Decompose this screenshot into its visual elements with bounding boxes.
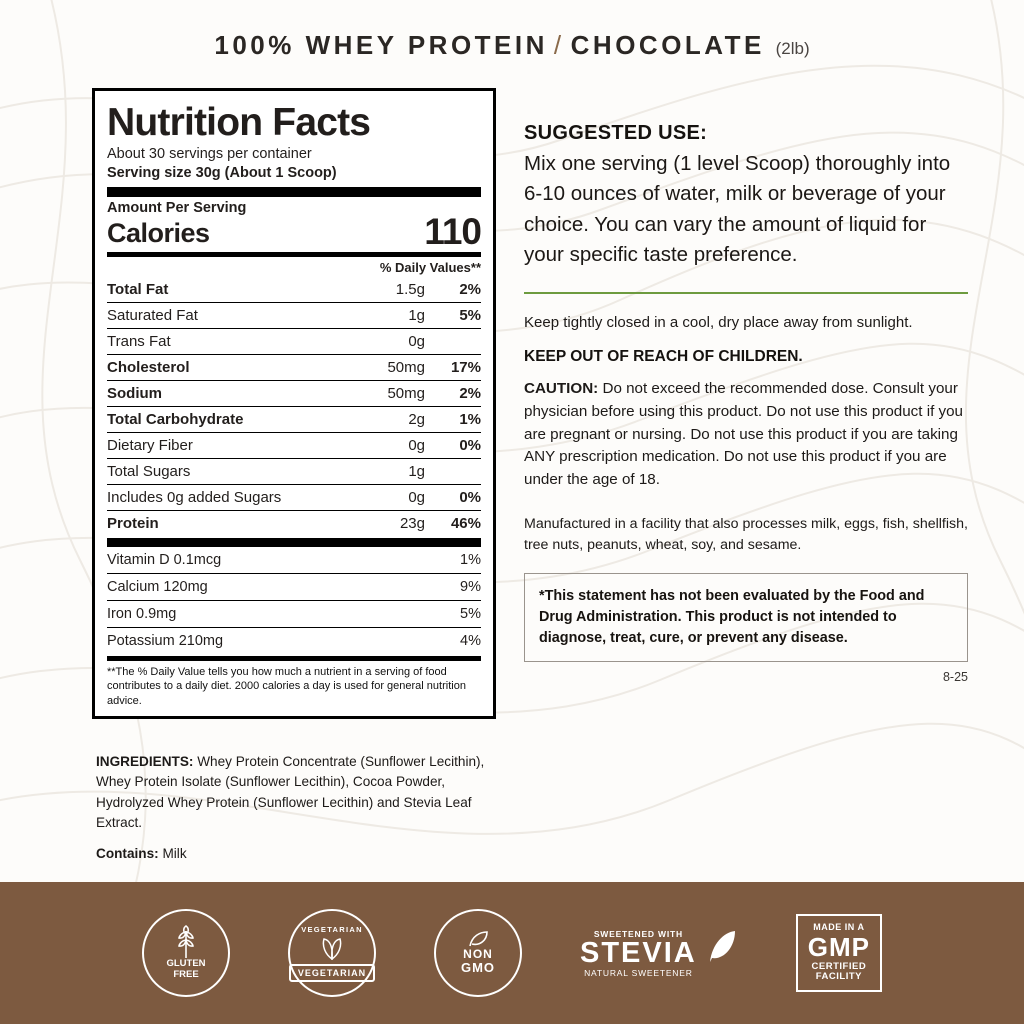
badge-stevia (580, 929, 738, 978)
nutrient-table (107, 277, 481, 536)
nutrient-name: Total Sugars (107, 459, 369, 485)
ingredients-block (96, 752, 496, 864)
non-gmo-line1: NON (463, 946, 493, 961)
nutrient-amount: 23g (369, 511, 425, 537)
product-name: 100% WHEY PROTEIN (214, 30, 548, 60)
nutrient-amount: 0g (369, 433, 425, 459)
nutrient-amount: 2g (369, 407, 425, 433)
nutrition-facts-panel (92, 88, 496, 719)
nutrient-amount: 1g (369, 459, 425, 485)
micronutrient-row (107, 628, 481, 655)
contains-label: Contains: (96, 845, 159, 861)
nutrient-daily-value: 0% (425, 485, 481, 511)
micronutrient-row (107, 547, 481, 574)
nutrient-row (107, 355, 481, 381)
nutrient-amount: 1.5g (395, 281, 425, 299)
gmp-line4: FACILITY (815, 971, 862, 983)
nutrient-daily-value: 0% (425, 433, 481, 459)
ingredients-text (96, 752, 496, 834)
nutrient-row (107, 407, 481, 433)
nutrient-daily-value (425, 329, 481, 355)
micronutrient-name: Vitamin D 0.1mcg (107, 552, 222, 569)
calories-row (107, 211, 481, 253)
nutrient-row (107, 277, 481, 303)
nutrient-name: Total Fat (107, 281, 169, 299)
suggested-use-title: SUGGESTED USE: (524, 122, 708, 144)
stevia-main-label: STEVIA (580, 936, 697, 969)
serving-size: Serving size 30g (About 1 Scoop) (107, 165, 337, 182)
ingredients-label: INGREDIENTS: (96, 754, 194, 769)
nutrition-facts-title: Nutrition Facts (107, 101, 371, 144)
servings-per-container: About 30 servings per container (107, 146, 312, 162)
gmp-line3: CERTIFIED (811, 960, 867, 972)
divider-medium (107, 252, 481, 257)
micronutrient-row (107, 601, 481, 628)
allergen-facility-statement: Manufactured in a facility that also processes milk, eggs, fish, shellfish, tree nuts, peanuts, wheat, soy, and sesame. (524, 516, 968, 553)
package-size: (2lb) (775, 39, 810, 58)
ingredients-list: Whey Protein Concentrate (Sunflower Lecithin), Whey Protein Isolate (Sunflower Lecithin), Cocoa Powder, Hydrolyzed Whey Protein (Sunflower Lecithin) and Stevia Leaf Extract. (96, 754, 485, 831)
calories-label: Calories (107, 218, 210, 249)
gluten-free-line1: GLUTEN (166, 958, 206, 970)
nutrient-amount: 0g (369, 485, 425, 511)
non-gmo-line2: GMO (460, 960, 496, 976)
badge-gluten-free (142, 909, 230, 997)
micronutrient-name: Potassium 210mg (107, 628, 425, 655)
non-gmo-icon (434, 909, 522, 997)
micronutrient-name: Iron 0.9mg (107, 601, 425, 628)
vegetarian-bottom-label: VEGETARIAN (289, 964, 375, 982)
nutrient-row (107, 459, 481, 485)
nutrient-name: Protein (107, 511, 369, 537)
gmp-line2: GMP (807, 932, 870, 963)
badge-gmp (796, 914, 882, 991)
stevia-top-label: SWEETENED WITH (593, 928, 683, 939)
amount-per-serving-label: Amount Per Serving (107, 200, 247, 217)
certification-badge-bar (0, 882, 1024, 1024)
daily-value-header: % Daily Values** (379, 260, 481, 276)
stevia-sub-label: NATURAL SWEETENER (584, 967, 693, 978)
nutrient-row (107, 303, 481, 329)
nutrient-name: Trans Fat (107, 329, 369, 355)
nutrient-row (107, 511, 481, 537)
nutrient-daily-value: 2% (459, 281, 481, 299)
header-separator: / (553, 30, 565, 60)
micronutrient-row (107, 574, 481, 601)
micronutrient-daily-value: 5% (425, 601, 481, 628)
header (0, 30, 1024, 61)
nutrient-name: Total Carbohydrate (107, 407, 369, 433)
nutrient-daily-value: 1% (425, 407, 481, 433)
sprout-icon (466, 930, 490, 948)
green-divider (524, 292, 968, 294)
badge-vegetarian (288, 909, 376, 997)
contains-block (96, 844, 496, 864)
storage-instructions: Keep tightly closed in a cool, dry place away from sunlight. (524, 314, 913, 332)
divider-thick (107, 187, 481, 197)
nutrient-name: Sodium (107, 381, 369, 407)
gmp-line1: MADE IN A (813, 922, 865, 933)
right-column (524, 122, 968, 684)
nutrient-amount: 50mg (369, 355, 425, 381)
divider-footnote (107, 656, 481, 661)
lot-code: 8-25 (942, 669, 968, 684)
nutrient-amount: 1g (369, 303, 425, 329)
vegetarian-top-label: VEGETARIAN (301, 924, 363, 934)
micronutrient-daily-value: 9% (425, 574, 481, 601)
stevia-leaf-icon (704, 926, 738, 966)
contains-allergens: Milk (158, 845, 187, 861)
micronutrient-table (107, 547, 481, 654)
fda-disclaimer-box: *This statement has not been evaluated by the Food and Drug Administration. This product is not intended to diagnose, treat, cure, or prevent any disease. (524, 573, 968, 662)
nutrient-name: Includes 0g added Sugars (107, 485, 369, 511)
suggested-use-body: Mix one serving (1 level Scoop) thoroughly into 6-10 ounces of water, milk or beverage of your choice. You can vary the amount of liquid for your specific taste preference. (524, 152, 951, 266)
header-title (0, 30, 1024, 61)
nutrient-daily-value: 17% (425, 355, 481, 381)
nutrient-row (107, 381, 481, 407)
gluten-free-line2: FREE (173, 969, 199, 980)
caution-text: Do not exceed the recommended dose. Consult your physician before using this product. Do not use this product if you are pregnant or nursing. Do not use this product if you are taking ANY prescription medication. Do not use this product if you are under the age of 18. (524, 380, 963, 489)
micronutrient-name: Calcium 120mg (107, 574, 425, 601)
gluten-free-label (166, 959, 205, 981)
badge-non-gmo (434, 909, 522, 997)
nutrient-row (107, 485, 481, 511)
flavor-name: CHOCOLATE (570, 30, 765, 60)
gluten-free-icon (142, 909, 230, 997)
caution-block (524, 378, 968, 492)
nutrient-row (107, 329, 481, 355)
nutrient-amount: 0g (369, 329, 425, 355)
daily-value-footnote: **The % Daily Value tells you how much a nutrient in a serving of food contributes to a daily diet. 2000 calories a day is used for general nutrition advice. (107, 666, 466, 707)
wheat-icon (173, 925, 199, 959)
caution-label: CAUTION: (524, 380, 599, 398)
keep-out-of-reach-warning: KEEP OUT OF REACH OF CHILDREN. (524, 348, 803, 366)
micronutrient-daily-value: 1% (460, 552, 481, 569)
nutrient-name: Dietary Fiber (107, 433, 369, 459)
stevia-text-block (580, 929, 697, 978)
nutrient-daily-value (425, 459, 481, 485)
calories-value: 110 (424, 211, 481, 253)
leaf-icon (317, 936, 347, 960)
micronutrient-daily-value: 4% (425, 628, 481, 655)
divider-vitamins (107, 538, 481, 547)
nutrient-name: Cholesterol (107, 355, 369, 381)
nutrient-daily-value: 46% (425, 511, 481, 537)
nutrient-row (107, 433, 481, 459)
vegetarian-icon (288, 909, 376, 997)
nutrient-amount: 50mg (369, 381, 425, 407)
nutrient-daily-value: 5% (425, 303, 481, 329)
nutrient-name: Saturated Fat (107, 303, 369, 329)
nutrient-daily-value: 2% (425, 381, 481, 407)
